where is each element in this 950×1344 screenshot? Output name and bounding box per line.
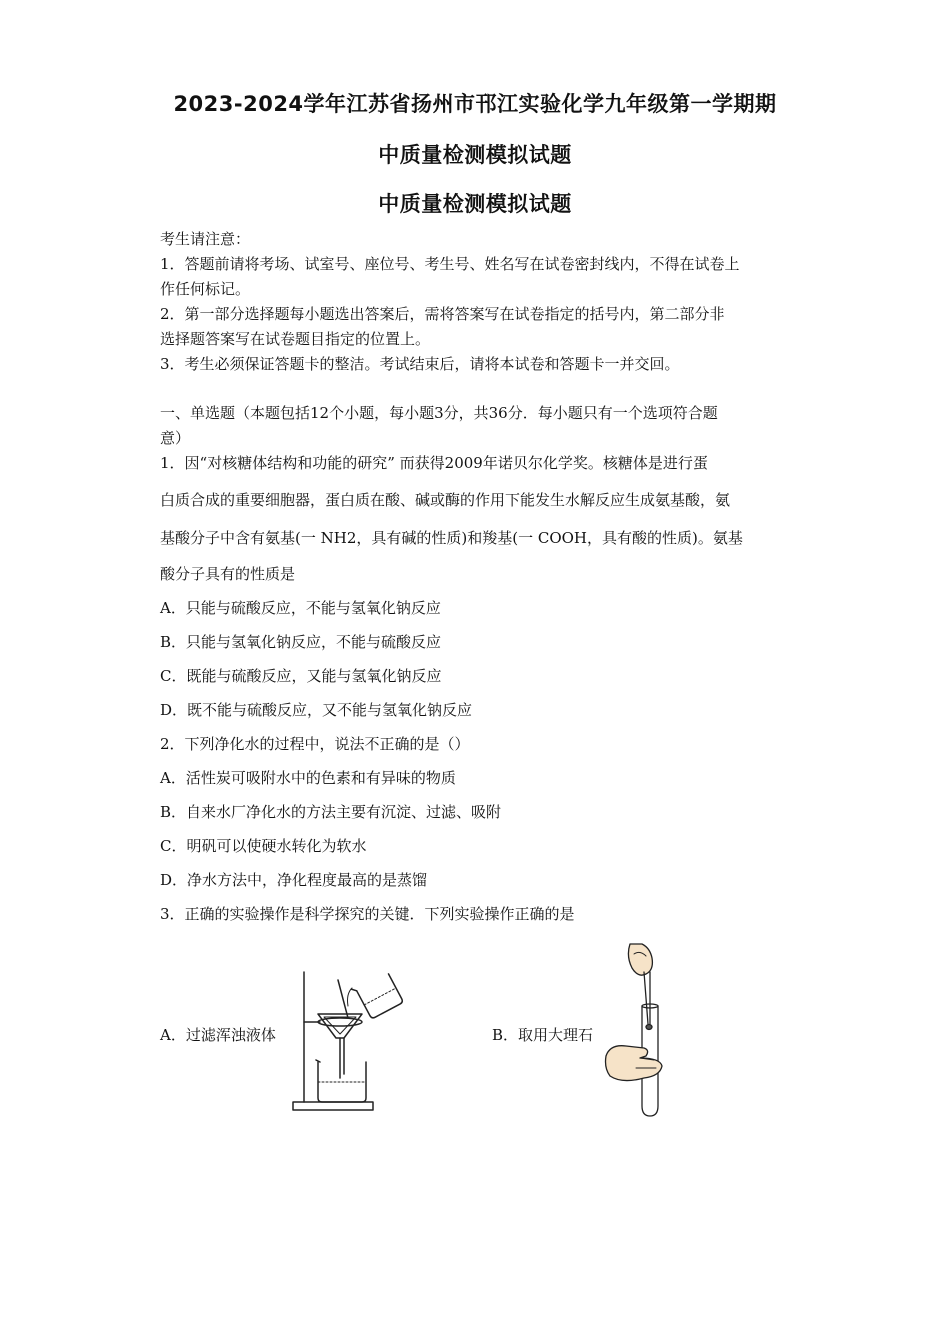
question-2-option-c: C．明矾可以使硬水转化为软水 <box>160 837 367 855</box>
question-1-option-d: D．既不能与硫酸反应，又不能与氢氧化钠反应 <box>160 701 473 719</box>
filtration-apparatus-figure <box>288 962 408 1116</box>
notice-heading: 考生请注意： <box>160 230 251 248</box>
question-2-option-a: A．活性炭可吸附水中的色素和有异味的物质 <box>160 769 456 787</box>
notice-item-1-cont: 作任何标记。 <box>160 280 251 298</box>
page-title: 2023-2024学年江苏省扬州市邗江实验化学九年级第一学期期 <box>173 92 777 116</box>
question-3-option-a: A．过滤浑浊液体 <box>160 1026 276 1044</box>
notice-item-2: 2．第一部分选择题每小题选出答案后，需将答案写在试卷指定的括号内，第二部分非 <box>160 305 725 323</box>
question-1-stem-line3: 基酸分子中含有氨基(一 NH2，具有碱的性质)和羧基(一 COOH，具有酸的性质)。氨基 <box>160 529 743 547</box>
glass-rod <box>338 980 348 1018</box>
question-3-stem: 3．正确的实验操作是科学探究的关键．下列实验操作正确的是 <box>160 905 575 923</box>
question-1-stem-line2: 白质合成的重要细胞器，蛋白质在酸、碱或酶的作用下能发生水解反应生成氨基酸，氨 <box>160 491 731 509</box>
upper-hand <box>628 944 652 975</box>
page-title-line2: 中质量检测模拟试题 <box>378 143 572 167</box>
section-heading-cont: 意） <box>160 429 191 447</box>
lower-hand <box>606 1046 663 1081</box>
question-1-option-c: C．既能与硫酸反应，又能与氢氧化钠反应 <box>160 667 442 685</box>
marble-test-tube-figure <box>600 934 680 1120</box>
stand-base <box>293 1102 373 1110</box>
question-1-stem-line4: 酸分子具有的性质是 <box>160 565 296 583</box>
marble-chip <box>646 1025 652 1030</box>
notice-item-1: 1．答题前请将考场、试室号、座位号、考生号、姓名写在试卷密封线内，不得在试卷上 <box>160 255 740 273</box>
notice-item-3: 3．考生必须保证答题卡的整洁。考试结束后，请将本试卷和答题卡一并交回。 <box>160 355 680 373</box>
notice-item-2-cont: 选择题答案写在试卷题目指定的位置上。 <box>160 330 431 348</box>
page-title-line3: 中质量检测模拟试题 <box>378 192 572 216</box>
question-2-stem: 2．下列净化水的过程中，说法不正确的是（） <box>160 735 470 753</box>
question-3-option-b: B．取用大理石 <box>492 1026 594 1044</box>
question-2-option-d: D．净水方法中，净化程度最高的是蒸馏 <box>160 871 428 889</box>
question-1-option-a: A．只能与硫酸反应，不能与氢氧化钠反应 <box>160 599 441 617</box>
question-1-option-b: B．只能与氢氧化钠反应，不能与硫酸反应 <box>160 633 442 651</box>
question-1-stem: 1．因“对核糖体结构和功能的研究” 而获得2009年诺贝尔化学奖。核糖体是进行蛋 <box>160 454 708 472</box>
question-2-option-b: B．自来水厂净化水的方法主要有沉淀、过滤、吸附 <box>160 803 502 821</box>
tweezers-left <box>644 972 648 1024</box>
section-heading: 一、单选题（本题包括12个小题，每小题3分，共36分．每小题只有一个选项符合题 <box>160 404 718 422</box>
